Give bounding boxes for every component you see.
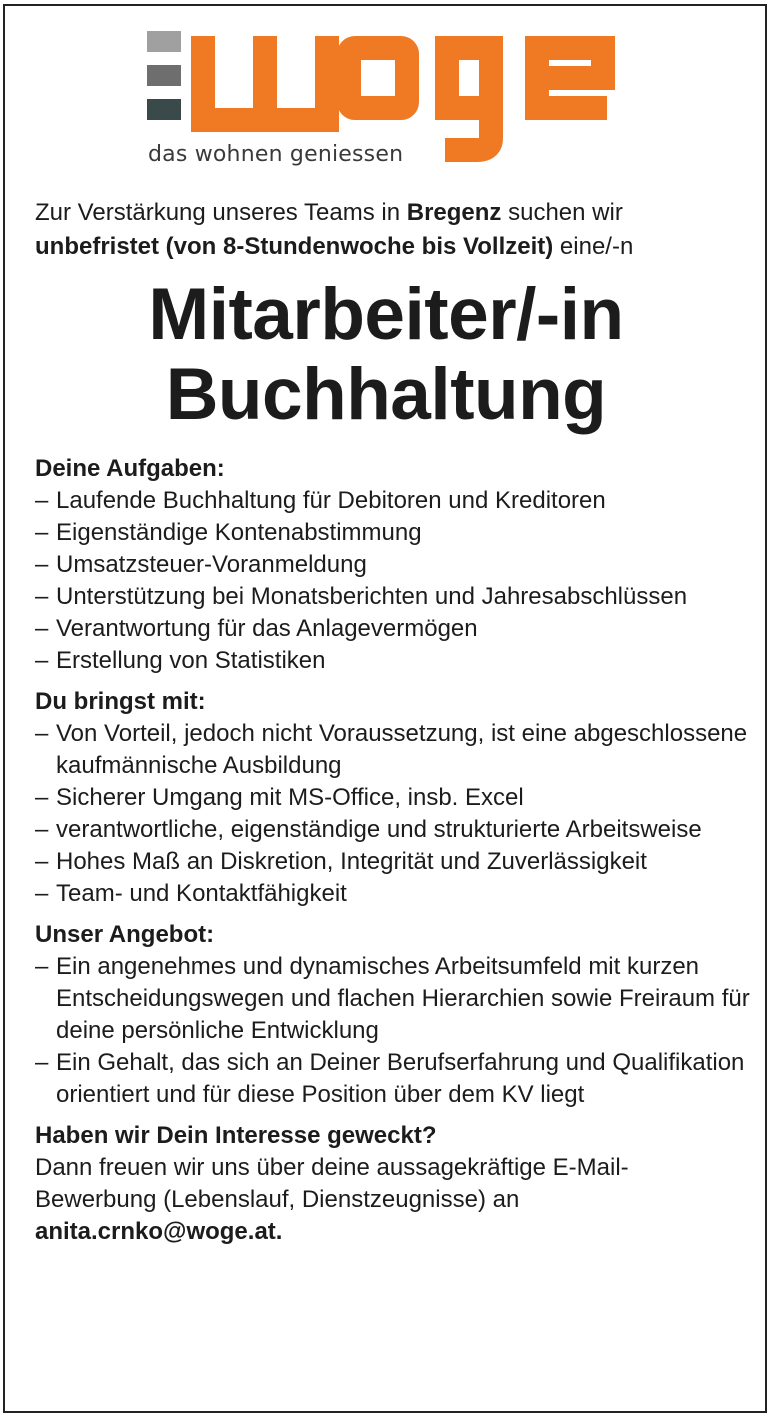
bullet-dash: – (35, 1049, 49, 1076)
bullet-dash: – (35, 615, 49, 642)
list-item (35, 846, 750, 878)
list-item-text: Laufende Buchhaltung für Debitoren und Kreditoren (56, 487, 606, 514)
list-item-text: Eigenständige Kontenabstimmung (56, 519, 422, 546)
woge-logo (0, 0, 772, 175)
bullet-dash: – (35, 551, 49, 578)
list-item-text: Team- und Kontaktfähigkeit (56, 880, 347, 907)
closing-text: Dann freuen wir uns über deine aussagekräftige E-Mail-Bewerbung (Lebenslauf, Dienstzeugnisse) an (35, 1154, 629, 1213)
bullet-dash: – (35, 784, 49, 811)
list-item (35, 613, 750, 645)
intro-location: Bregenz (406, 199, 502, 226)
tasks-list (35, 485, 750, 677)
closing-heading: Haben wir Dein Interesse geweckt? (35, 1122, 437, 1149)
list-item (35, 645, 750, 677)
list-item (35, 814, 750, 846)
intro-terms: unbefristet (von 8-Stundenwoche bis Vollzeit) (35, 233, 554, 260)
list-item (35, 581, 750, 613)
bullet-dash: – (35, 487, 49, 514)
list-item-text: Hohes Maß an Diskretion, Integrität und Zuverlässigkeit (56, 848, 647, 875)
list-item (35, 878, 750, 910)
list-item (35, 718, 750, 782)
list-item-text: Unterstützung bei Monatsberichten und Jahresabschlüssen (56, 583, 688, 610)
job-title-line2: Buchhaltung (165, 354, 607, 435)
list-item-text: Erstellung von Statistiken (56, 647, 326, 674)
offer-heading: Unser Angebot: (35, 921, 215, 948)
intro-part2: suchen wir (501, 199, 623, 226)
bullet-dash: – (35, 816, 49, 843)
offer-list (35, 951, 750, 1111)
bullet-dash: – (35, 583, 49, 610)
job-title-line1: Mitarbeiter/-in (148, 274, 624, 355)
list-item-text: verantwortliche, eigenständige und strukturierte Arbeitsweise (56, 816, 702, 843)
contact-email: anita.crnko@woge.at. (35, 1218, 283, 1245)
tasks-section (35, 452, 750, 677)
offer-section (35, 918, 750, 1111)
list-item (35, 782, 750, 814)
logo-tagline: das wohnen geniessen (148, 142, 404, 167)
list-item-text: Umsatzsteuer-Voranmeldung (56, 551, 367, 578)
list-item (35, 951, 750, 1047)
closing-body (35, 1152, 750, 1248)
bullet-dash: – (35, 848, 49, 875)
job-details (35, 452, 750, 1256)
list-item (35, 485, 750, 517)
bullet-dash: – (35, 519, 49, 546)
list-item (35, 549, 750, 581)
tasks-heading: Deine Aufgaben: (35, 455, 225, 482)
intro-part1: Zur Verstärkung unseres Teams in (35, 199, 407, 226)
requirements-section (35, 685, 750, 910)
requirements-heading: Du bringst mit: (35, 688, 206, 715)
bullet-dash: – (35, 647, 49, 674)
list-item (35, 517, 750, 549)
closing-section (35, 1119, 750, 1248)
bullet-dash: – (35, 880, 49, 907)
list-item-text: Von Vorteil, jedoch nicht Voraussetzung, ist eine abgeschlossene kaufmännische Ausbildung (56, 720, 748, 779)
list-item-text: Sicherer Umgang mit MS-Office, insb. Excel (56, 784, 524, 811)
list-item (35, 1047, 750, 1111)
job-title (0, 275, 772, 435)
bullet-dash: – (35, 953, 49, 980)
requirements-list (35, 718, 750, 910)
list-item-text: Verantwortung für das Anlagevermögen (56, 615, 478, 642)
intro-text (35, 196, 745, 264)
bullet-dash: – (35, 720, 49, 747)
list-item-text: Ein Gehalt, das sich an Deiner Berufserfahrung und Qualifikation orientiert und für diese Position über dem KV liegt (56, 1049, 745, 1108)
list-item-text: Ein angenehmes und dynamisches Arbeitsumfeld mit kurzen Entscheidungswegen und flachen Hierarchien sowie Freiraum für deine persönliche Entwicklung (56, 953, 750, 1044)
intro-part3: eine/-n (553, 233, 634, 260)
